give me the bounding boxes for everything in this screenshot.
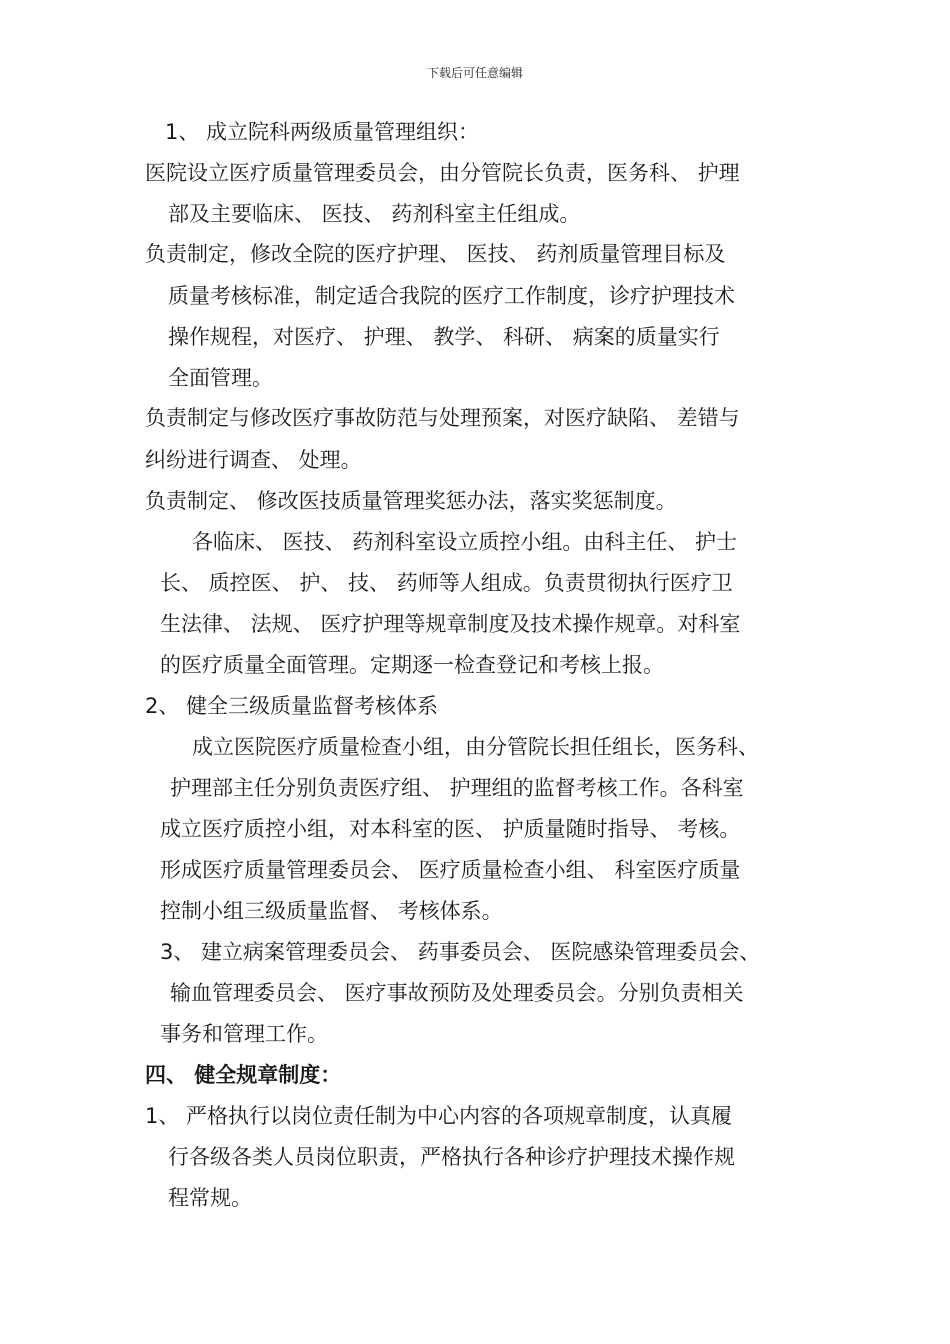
paragraph-line: 程常规。 xyxy=(168,1186,252,1210)
paragraph-line: 控制小组三级质量监督、 考核体系。 xyxy=(160,899,503,923)
paragraph-line: 行各级各类人员岗位职责，严格执行各种诊疗护理技术操作规 xyxy=(168,1145,735,1169)
paragraph-line: 1、 严格执行以岗位责任制为中心内容的各项规章制度，认真履 xyxy=(145,1104,733,1128)
paragraph-line: 长、 质控医、 护、 技、 药师等人组成。负责贯彻执行医疗卫 xyxy=(160,571,733,595)
paragraph-line: 全面管理。 xyxy=(168,366,273,390)
paragraph-line: 输血管理委员会、 医疗事故预防及处理委员会。分别负责相关 xyxy=(170,981,744,1005)
paragraph-line: 医院设立医疗质量管理委员会，由分管院长负责，医务科、 护理 xyxy=(145,161,740,185)
section-heading: 3、 建立病案管理委员会、 药事委员会、 医院感染管理委员会、 xyxy=(160,940,761,964)
paragraph-line: 操作规程，对医疗、 护理、 教学、 科研、 病案的质量实行 xyxy=(168,325,720,349)
paragraph-line: 负责制定，修改全院的医疗护理、 医技、 药剂质量管理目标及 xyxy=(145,242,726,266)
paragraph-line: 的医疗质量全面管理。定期逐一检查登记和考核上报。 xyxy=(160,653,664,677)
paragraph-line: 形成医疗质量管理委员会、 医疗质量检查小组、 科室医疗质量 xyxy=(160,858,741,882)
paragraph-line: 事务和管理工作。 xyxy=(160,1022,328,1046)
paragraph-line: 各临床、 医技、 药剂科室设立质控小组。由科主任、 护士 xyxy=(192,530,738,554)
paragraph-line: 成立医院医疗质量检查小组，由分管院长担任组长，医务科、 xyxy=(192,735,759,759)
paragraph-line: 护理部主任分别负责医疗组、 护理组的监督考核工作。各科室 xyxy=(170,776,744,800)
paragraph-line: 负责制定与修改医疗事故防范与处理预案，对医疗缺陷、 差错与 xyxy=(145,406,740,430)
paragraph-line: 成立医疗质控小组，对本科室的医、 护质量随时指导、 考核。 xyxy=(160,817,741,841)
paragraph-line: 负责制定、 修改医技质量管理奖惩办法，落实奖惩制度。 xyxy=(145,489,677,513)
paragraph-line: 纠纷进行调查、 处理。 xyxy=(145,448,362,472)
paragraph-line: 质量考核标准，制定适合我院的医疗工作制度，诊疗护理技术 xyxy=(168,284,735,308)
section-heading: 1、 成立院科两级质量管理组织： xyxy=(165,120,480,144)
section-heading: 2、 健全三级质量监督考核体系 xyxy=(145,694,439,718)
page-header: 下载后可任意编辑 xyxy=(426,66,523,80)
chapter-heading: 四、 健全规章制度： xyxy=(145,1063,342,1087)
paragraph-line: 生法律、 法规、 医疗护理等规章制度及技术操作规章。对科室 xyxy=(160,612,741,636)
paragraph-line: 部及主要临床、 医技、 药剂科室主任组成。 xyxy=(168,202,581,226)
